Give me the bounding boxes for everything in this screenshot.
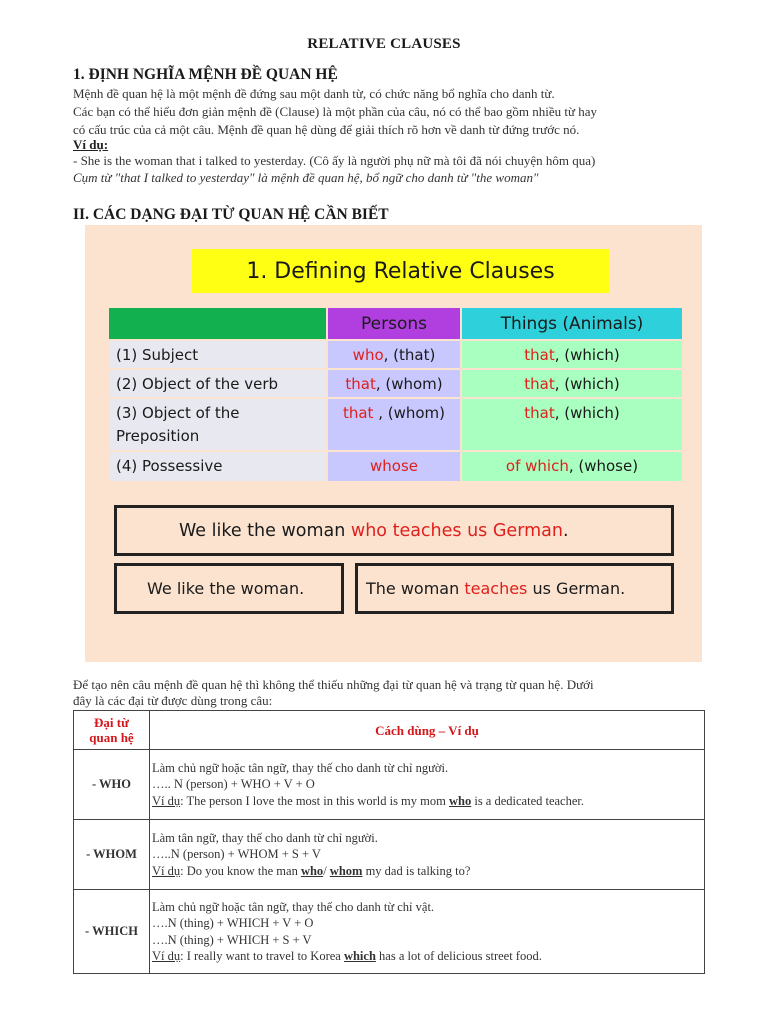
grid-header-things: Things (Animals) bbox=[462, 308, 682, 339]
section1-line-1: Mệnh đề quan hệ là một mệnh đề đứng sau một danh từ, có chức năng bổ nghĩa cho danh từ. bbox=[73, 86, 555, 101]
combined-sentence-box: We like the woman who teaches us German . bbox=[114, 505, 674, 556]
table-header-row bbox=[74, 711, 705, 750]
section1-paragraph bbox=[73, 85, 713, 139]
grid-row-label-possessive: (4) Possessive bbox=[109, 452, 326, 481]
intro-line-1: Để tạo nên câu mệnh đề quan hệ thì không thể thiếu những đại từ quan hệ và trạng từ quan hệ. Dưới bbox=[73, 677, 594, 692]
table-row bbox=[74, 890, 705, 974]
header-usage: Cách dùng – Ví dụ bbox=[150, 711, 705, 750]
sentence-a-box: We like the woman. bbox=[114, 563, 344, 614]
document-title: RELATIVE CLAUSES bbox=[307, 36, 461, 52]
example-note: Cụm từ "that I talked to yesterday" là mệnh đề quan hệ, bổ ngữ cho danh từ "the woman" bbox=[73, 170, 539, 185]
pronoun-which: - WHICH bbox=[74, 890, 150, 974]
example-label: Ví dụ: bbox=[73, 137, 109, 152]
usage-which: Làm chủ ngữ hoặc tân ngữ, thay thế cho danh từ chỉ vật. ….N (thing) + WHICH + V + O ….N (thing) + WHICH + S + V Ví dụ: I really want to travel to Korea which has a lot of delicious street food. bbox=[150, 890, 705, 974]
grid-cell-things-object-verb: that, (which) bbox=[462, 370, 682, 397]
usage-who: Làm chủ ngữ hoặc tân ngữ, thay thế cho danh từ chỉ người. ….. N (person) + WHO + V + O Ví dụ: The person I love the most in this world is my mom who is a dedicated teacher. bbox=[150, 750, 705, 820]
relative-pronoun-table bbox=[73, 710, 705, 974]
section1-line-3: có cấu trúc của cả một câu. Mệnh đề quan hệ dùng để giải thích rõ hơn về danh từ đứng trước nó. bbox=[73, 122, 580, 137]
grid-header-blank bbox=[109, 308, 326, 339]
example-sentence: - She is the woman that i talked to yesterday. (Cô ấy là người phụ nữ mà tôi đã nói chuyện hôm qua) bbox=[73, 153, 596, 168]
intro-line-2: đây là các đại từ được dùng trong câu: bbox=[73, 693, 273, 708]
grid-cell-persons-object-preposition: that , (whom) bbox=[328, 399, 460, 450]
table-row bbox=[74, 820, 705, 890]
pronoun-intro-paragraph bbox=[73, 677, 713, 709]
grid-cell-persons-subject: who, (that) bbox=[328, 341, 460, 368]
grid-row-label-object-preposition: (3) Object of the Preposition bbox=[109, 399, 326, 450]
infographic-title: 1. Defining Relative Clauses bbox=[192, 249, 609, 293]
table-row bbox=[74, 750, 705, 820]
grid-header-persons: Persons bbox=[328, 308, 460, 339]
grid-cell-things-possessive: of which, (whose) bbox=[462, 452, 682, 481]
grid-cell-things-object-preposition: that, (which) bbox=[462, 399, 682, 450]
sentence-b-box: The woman teaches us German. bbox=[355, 563, 674, 614]
defining-clauses-infographic bbox=[85, 225, 702, 662]
grid-row-label-object-verb: (2) Object of the verb bbox=[109, 370, 326, 397]
pronoun-whom: - WHOM bbox=[74, 820, 150, 890]
grid-cell-things-subject: that, (which) bbox=[462, 341, 682, 368]
usage-whom: Làm tân ngữ, thay thế cho danh từ chỉ người. …..N (person) + WHOM + S + V Ví dụ: Do you know the man who/ whom my dad is talking to? bbox=[150, 820, 705, 890]
grid-row-label-subject: (1) Subject bbox=[109, 341, 326, 368]
grid-cell-persons-object-verb: that, (whom) bbox=[328, 370, 460, 397]
section1-heading: 1. ĐỊNH NGHĨA MỆNH ĐỀ QUAN HỆ bbox=[73, 66, 338, 83]
section2-heading: II. CÁC DẠNG ĐẠI TỪ QUAN HỆ CẦN BIẾT bbox=[73, 206, 389, 223]
section1-line-2: Các bạn có thể hiểu đơn giản mệnh đề (Clause) là một phần của câu, nó có thể bao gồm nhiều từ hay bbox=[73, 104, 598, 119]
header-pronoun: Đại từ quan hệ bbox=[74, 711, 150, 750]
grid-cell-persons-possessive: whose bbox=[328, 452, 460, 481]
pronoun-who: - WHO bbox=[74, 750, 150, 820]
